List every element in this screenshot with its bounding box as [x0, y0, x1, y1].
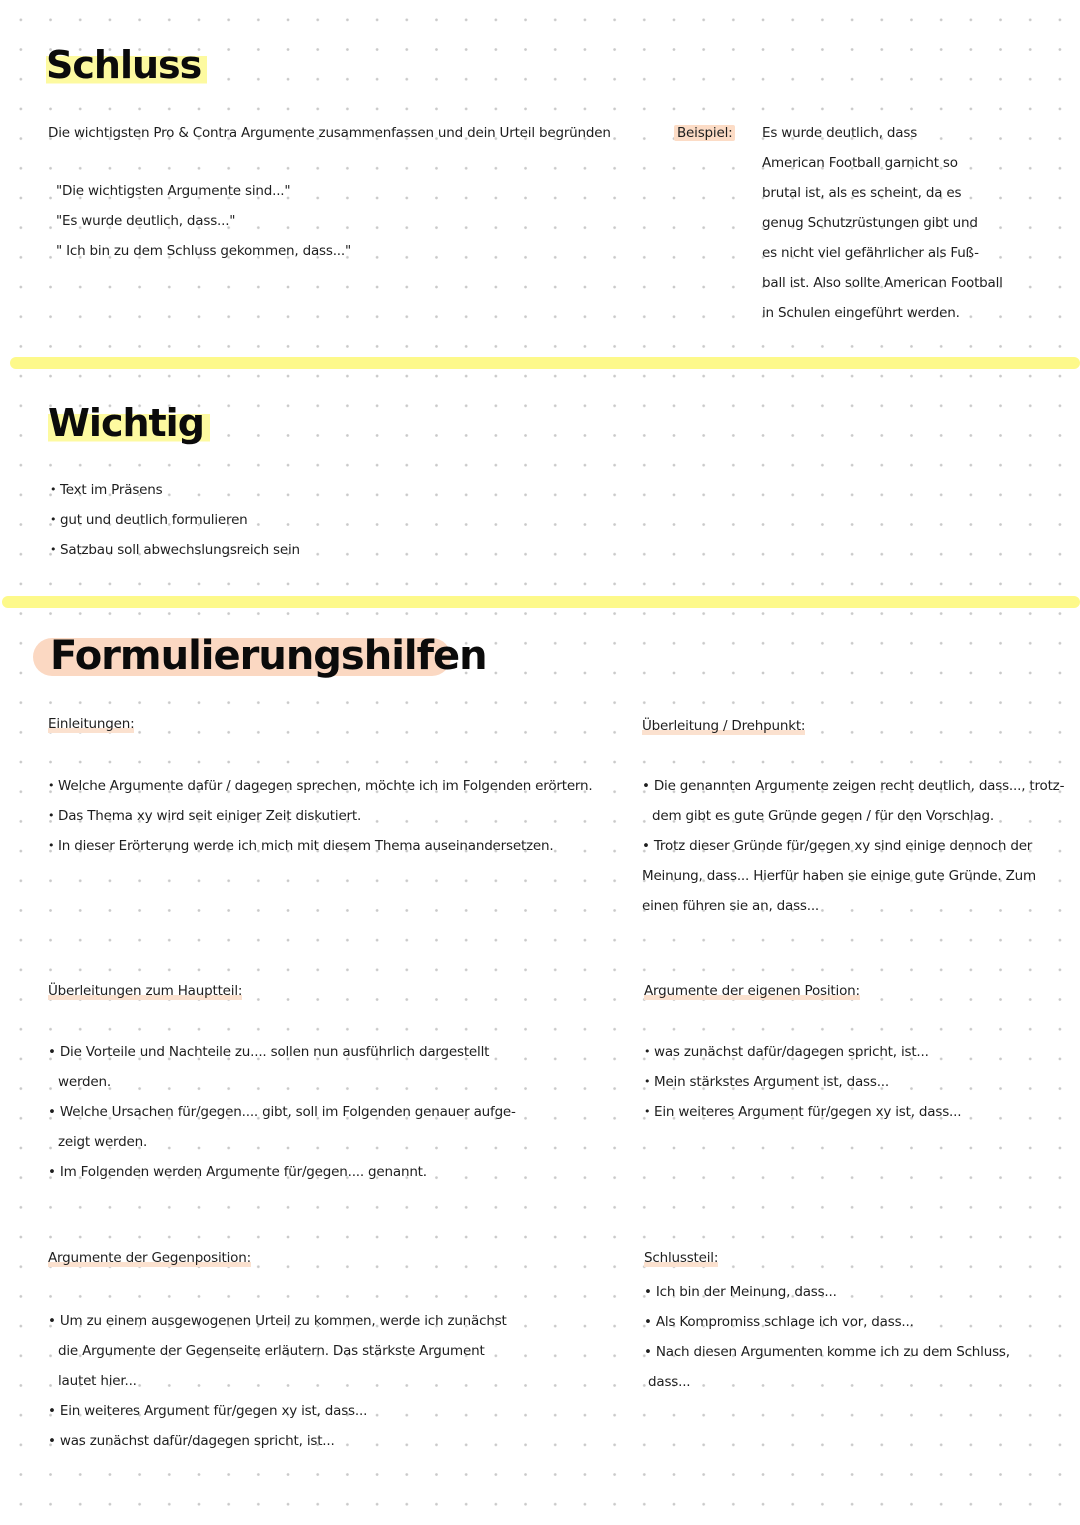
subheading-ueberleitungen-hauptteil: Überleitungen zum Hauptteil: — [48, 983, 243, 999]
list-item-line: dem gibt es gute Gründe gegen / für den Vorschlag. — [652, 808, 994, 824]
argumente-eigene-position-list — [644, 1037, 961, 1127]
schluss-phrase: "Es wurde deutlich, dass..." — [56, 213, 236, 229]
argumente-gegenposition-list — [48, 1306, 507, 1456]
schluss-description: Die wichtigsten Pro & Contra Argumente zusammenfassen und dein Urteil begründen — [48, 125, 611, 141]
beispiel-text — [762, 118, 1003, 328]
subheading-argumente-eigene-position: Argumente der eigenen Position: — [644, 983, 860, 999]
beispiel-line: es nicht viel gefährlicher als Fuß- — [762, 245, 979, 261]
list-item-line: • Ein weiteres Argument für/gegen xy ist, dass... — [48, 1403, 368, 1419]
section-title-formulierungshilfen: Formulierungshilfen — [50, 633, 487, 679]
beispiel-line: in Schulen eingeführt werden. — [762, 305, 960, 321]
list-item-line: • Um zu einem ausgewogenen Urteil zu kommen, werde ich zunächst — [48, 1313, 507, 1329]
ueberleitung-drehpunkt-list — [642, 771, 1064, 921]
divider-highlight — [2, 596, 1080, 608]
list-item: • gut und deutlich formulieren — [50, 505, 300, 535]
list-item: • Text im Präsens — [50, 475, 300, 505]
list-item: • Welche Argumente dafür / dagegen sprechen, möchte ich im Folgenden erörtern. — [48, 771, 593, 801]
list-item-line: zeigt werden. — [58, 1134, 148, 1150]
list-item-line: • Die Vorteile und Nachteile zu.... sollen nun ausführlich dargestellt — [48, 1044, 490, 1060]
list-item-line: • Nach diesen Argumenten komme ich zu dem Schluss, — [644, 1344, 1010, 1360]
list-item: • Das Thema xy wird seit einiger Zeit diskutiert. — [48, 801, 593, 831]
schluss-phrase: " Ich bin zu dem Schluss gekommen, dass..." — [56, 243, 351, 259]
list-item-line: die Argumente der Gegenseite erläutern. Das stärkste Argument — [58, 1343, 485, 1359]
subheading-einleitungen: Einleitungen: — [48, 716, 135, 732]
list-item: • Satzbau soll abwechslungsreich sein — [50, 535, 300, 565]
subheading-ueberleitung-drehpunkt: Überleitung / Drehpunkt: — [642, 718, 806, 734]
list-item-line: • Im Folgenden werden Argumente für/gegen.... genannt. — [48, 1164, 427, 1180]
section-title-schluss: Schluss — [46, 46, 207, 84]
list-item: • Ein weiteres Argument für/gegen xy ist, dass... — [644, 1097, 961, 1127]
beispiel-label: Beispiel: — [674, 125, 735, 141]
list-item-line: lautet hier... — [58, 1373, 137, 1389]
list-item: • was zunächst dafür/dagegen spricht, ist... — [644, 1037, 961, 1067]
beispiel-line: brutal ist, als es scheint, da es — [762, 185, 962, 201]
list-item-line: • Als Kompromiss schlage ich vor, dass... — [644, 1314, 914, 1330]
list-item-line: werden. — [58, 1074, 111, 1090]
list-item-line: • Welche Ursachen für/gegen.... gibt, soll im Folgenden genauer aufge- — [48, 1104, 516, 1120]
list-item-line: einen führen sie an, dass... — [642, 898, 820, 914]
ueberleitungen-hauptteil-list — [48, 1037, 516, 1187]
schluss-phrase: "Die wichtigsten Argumente sind..." — [56, 183, 291, 199]
beispiel-line: American Football garnicht so — [762, 155, 958, 171]
subheading-argumente-gegenposition: Argumente der Gegenposition: — [48, 1250, 251, 1266]
schluss-phrases — [56, 176, 351, 266]
list-item: • In dieser Erörterung werde ich mich mit diesem Thema auseinandersetzen. — [48, 831, 593, 861]
list-item-line: • Ich bin der Meinung, dass... — [644, 1284, 837, 1300]
subheading-schlussteil: Schlussteil: — [644, 1250, 719, 1266]
list-item-line: Meinung, dass... Hierfür haben sie einige gute Gründe. Zum — [642, 868, 1036, 884]
list-item-line: • Trotz dieser Gründe für/gegen xy sind einige dennoch der — [642, 838, 1033, 854]
section-title-wichtig: Wichtig — [48, 404, 210, 442]
einleitungen-list — [48, 771, 593, 861]
list-item: • Mein stärkstes Argument ist, dass... — [644, 1067, 961, 1097]
wichtig-list — [50, 475, 300, 565]
beispiel-line: genug Schutzrüstungen gibt und — [762, 215, 978, 231]
beispiel-line: ball ist. Also sollte American Football — [762, 275, 1003, 291]
schlussteil-list — [644, 1277, 1010, 1397]
list-item-line: • Die genannten Argumente zeigen recht deutlich, dass..., trotz- — [642, 778, 1065, 794]
divider-highlight — [10, 357, 1080, 369]
list-item-line: • was zunächst dafür/dagegen spricht, ist... — [48, 1433, 335, 1449]
beispiel-line: Es wurde deutlich, dass — [762, 125, 918, 141]
list-item-line: dass... — [648, 1374, 691, 1390]
